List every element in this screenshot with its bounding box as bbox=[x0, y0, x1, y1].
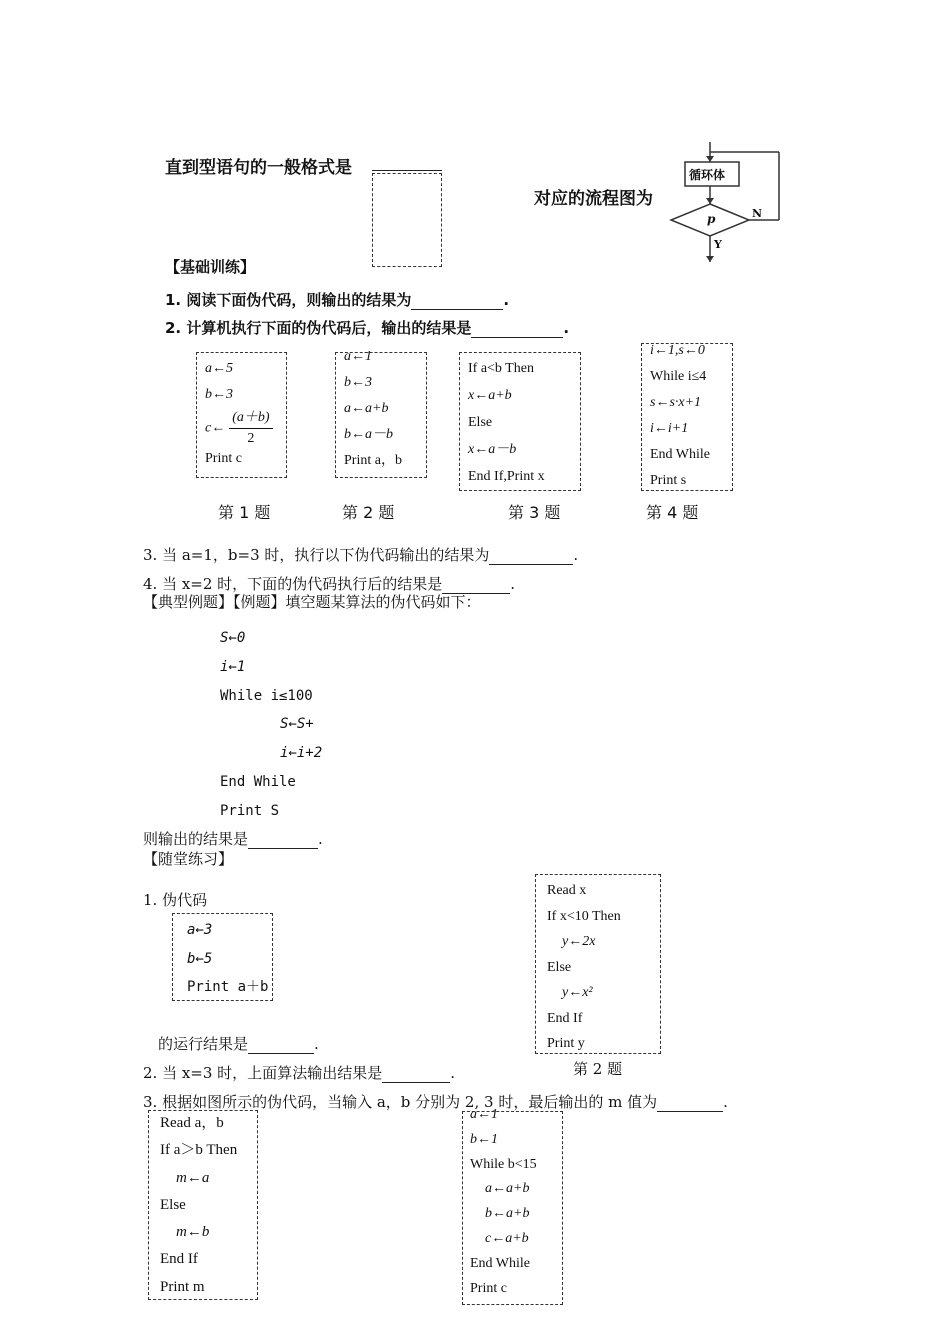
program-2-code: a←1 b←3 a←a+b b←a－b Print a，b bbox=[344, 349, 402, 468]
practice-1-code: a←3 b←5 Print a＋b bbox=[187, 922, 269, 995]
general-format-label: 直到型语句的一般格式是 bbox=[165, 158, 352, 178]
answer-box bbox=[372, 173, 442, 267]
example-code: S←0 i←1 While i≤100 S←S+ i←i+2 End While Print S bbox=[220, 630, 323, 819]
program-4-code: i←1,s←0 While i≤4 s←s·x+1 i←i+1 End While Print s bbox=[650, 343, 711, 488]
practice-title: 【随堂练习】 bbox=[143, 850, 234, 868]
question-2: 2. 计算机执行下面的伪代码后，输出的结果是 . bbox=[165, 319, 570, 337]
caption-4: 第 4 题 bbox=[646, 503, 699, 522]
program-3-code: If a<b Then x←a+b Else x←a－b End If,Print x bbox=[468, 361, 545, 484]
until-loop-flowchart bbox=[665, 140, 790, 265]
practice-4-code: a←1 b←1 While b<15 a←a+b b←a+b c←a+b End While Print c bbox=[470, 1107, 537, 1296]
practice-3-code: Read a，b If a＞b Then m←a Else m←b End If Print m bbox=[160, 1115, 238, 1295]
caption-2: 第 2 题 bbox=[342, 503, 395, 522]
example-title: 【典型例题】【例题】填空题某算法的伪代码如下： bbox=[143, 593, 481, 611]
flowchart-label: 对应的流程图为 bbox=[534, 189, 653, 209]
question-1: 1. 阅读下面伪代码，则输出的结果为 . bbox=[165, 291, 510, 309]
practice-2-caption: 第 2 题 bbox=[573, 1060, 623, 1078]
practice-question-3: 3. 根据如图所示的伪代码，当输入 a，b 分别为 2, 3 时，最后输出的 m 值为 . bbox=[143, 1093, 728, 1111]
practice-2-code: Read x If x<10 Then y←2x Else y←x² End If Print y bbox=[547, 883, 621, 1051]
practice-1-result: 的运行结果是 . bbox=[158, 1035, 319, 1053]
caption-1: 第 1 题 bbox=[218, 503, 271, 522]
practice-question-2: 2. 当 x=3 时，上面算法输出结果是 . bbox=[143, 1064, 455, 1082]
answer-line bbox=[372, 170, 442, 171]
condition-text: p bbox=[707, 212, 716, 226]
question-4: 4. 当 x=2 时，下面的伪代码执行后的结果是 . bbox=[143, 575, 515, 593]
example-result: 则输出的结果是 . bbox=[143, 830, 323, 848]
question-3: 3. 当 a=1，b=3 时，执行以下伪代码输出的结果为 . bbox=[143, 546, 579, 564]
caption-3: 第 3 题 bbox=[508, 503, 561, 522]
basic-training-title: 【基础训练】 bbox=[165, 258, 256, 276]
practice-question-1: 1. 伪代码 bbox=[143, 891, 208, 909]
no-label: N bbox=[752, 207, 763, 220]
program-1-code: a←5 b←3 c← $\frac{(a+b)}{2}$ Print c bbox=[205, 356, 273, 472]
yes-label: Y bbox=[714, 238, 722, 251]
loop-body-text: 循环体 bbox=[689, 168, 726, 182]
